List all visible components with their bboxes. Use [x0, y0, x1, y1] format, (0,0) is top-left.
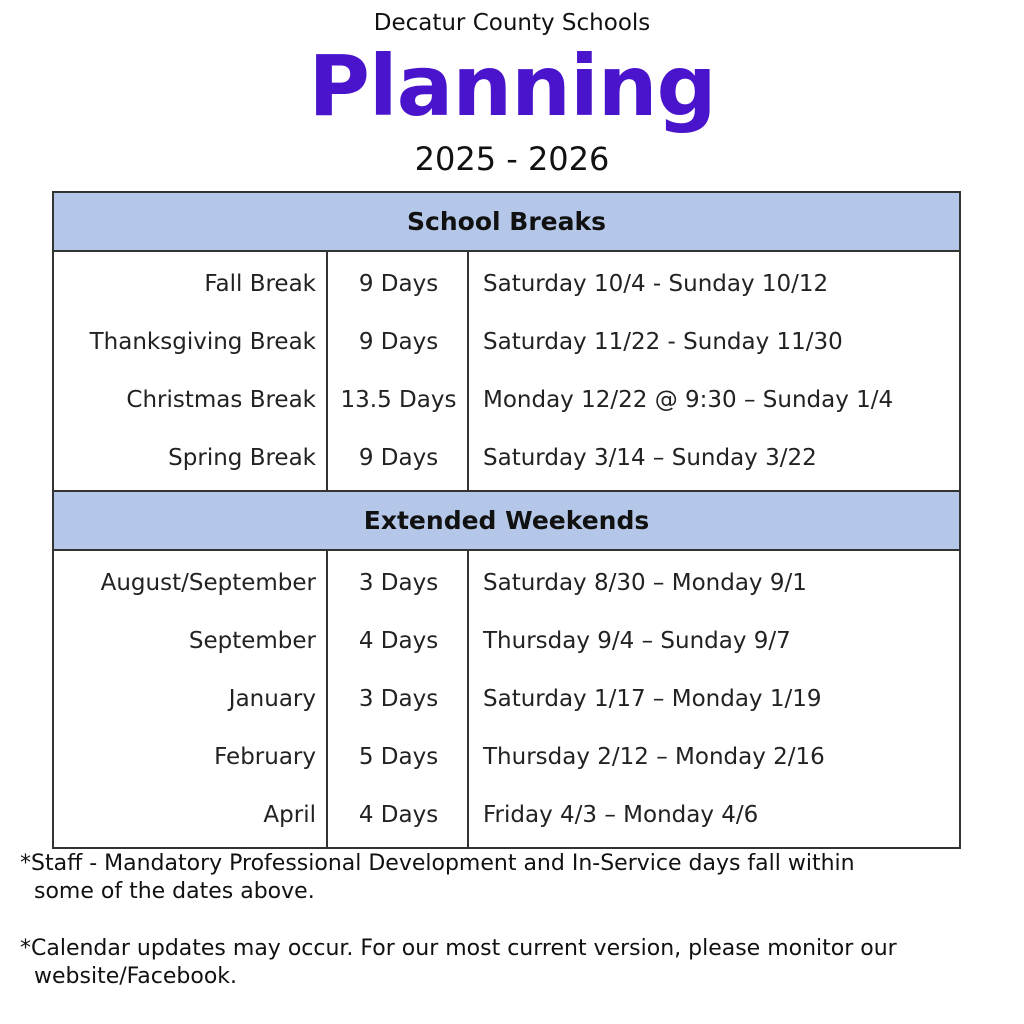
- table-row: [54, 728, 959, 786]
- calendar-note-line1: *Calendar updates may occur. For our most current version, please monitor our: [20, 936, 897, 961]
- school-year: 2025 - 2026: [414, 140, 610, 178]
- table-row: [54, 554, 959, 612]
- extended-weekends-body: [54, 551, 959, 847]
- table-row: [54, 313, 959, 371]
- schedule-table: [52, 191, 961, 849]
- calendar-note: [20, 935, 1010, 991]
- table-row: [54, 255, 959, 313]
- weekend-days: 3 Days: [358, 570, 439, 596]
- calendar-note-line2: website/Facebook.: [34, 964, 238, 989]
- weekend-dates: Thursday 2/12 – Monday 2/16: [483, 744, 825, 770]
- weekend-days: 4 Days: [358, 628, 439, 654]
- school-breaks-heading: School Breaks: [54, 193, 959, 252]
- break-days: 9 Days: [358, 445, 439, 471]
- weekend-dates: Saturday 8/30 – Monday 9/1: [483, 570, 807, 596]
- district-name: Decatur County Schools: [373, 10, 651, 36]
- table-row: [54, 786, 959, 844]
- break-name: Fall Break: [204, 271, 316, 297]
- table-row: [54, 371, 959, 429]
- weekend-dates: Saturday 1/17 – Monday 1/19: [483, 686, 822, 712]
- staff-note-line2: some of the dates above.: [34, 879, 315, 904]
- break-dates: Monday 12/22 @ 9:30 – Sunday 1/4: [483, 387, 894, 413]
- staff-note-line1: *Staff - Mandatory Professional Development and In-Service days fall within: [20, 851, 855, 876]
- weekend-name: August/September: [100, 570, 316, 596]
- staff-note: [20, 850, 1010, 906]
- page-title: Planning: [308, 37, 716, 135]
- break-name: Thanksgiving Break: [89, 329, 316, 355]
- weekend-dates: Thursday 9/4 – Sunday 9/7: [483, 628, 791, 654]
- break-dates: Saturday 11/22 - Sunday 11/30: [483, 329, 843, 355]
- table-row: [54, 670, 959, 728]
- weekend-name: January: [228, 686, 316, 712]
- break-days: 9 Days: [358, 271, 439, 297]
- break-days: 13.5 Days: [340, 387, 457, 413]
- table-row: [54, 429, 959, 487]
- break-days: 9 Days: [358, 329, 439, 355]
- weekend-name: February: [214, 744, 316, 770]
- table-row: [54, 612, 959, 670]
- weekend-name: September: [188, 628, 316, 654]
- weekend-days: 5 Days: [358, 744, 439, 770]
- weekend-days: 4 Days: [358, 802, 439, 828]
- weekend-days: 3 Days: [358, 686, 439, 712]
- school-breaks-body: [54, 252, 959, 490]
- extended-weekends-heading: Extended Weekends: [54, 490, 959, 551]
- weekend-dates: Friday 4/3 – Monday 4/6: [483, 802, 759, 828]
- break-dates: Saturday 10/4 - Sunday 10/12: [483, 271, 829, 297]
- break-dates: Saturday 3/14 – Sunday 3/22: [483, 445, 817, 471]
- break-name: Christmas Break: [126, 387, 316, 413]
- weekend-name: April: [263, 802, 316, 828]
- break-name: Spring Break: [168, 445, 316, 471]
